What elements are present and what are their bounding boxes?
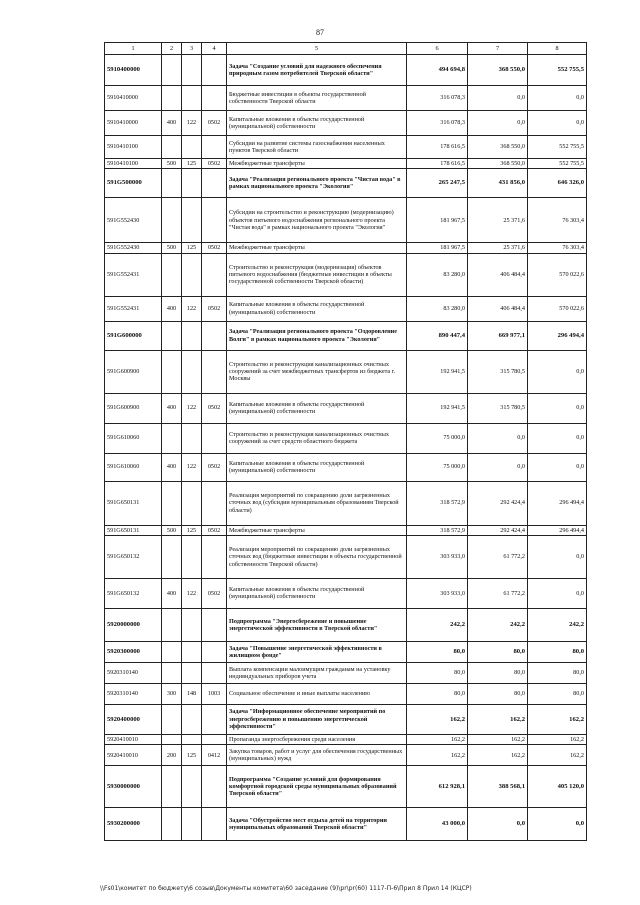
value-col8-cell: 162,2: [528, 745, 587, 766]
description-cell: Задача "Создание условий для надежного обеспечения природным газом потребителей Тверской области": [227, 55, 407, 86]
ved-cell: [162, 704, 182, 734]
ved-cell: [162, 321, 182, 350]
section-cell: 148: [182, 683, 202, 704]
value-col7-cell: 80,0: [468, 641, 528, 662]
value-col8-cell: 0,0: [528, 453, 587, 481]
type-cell: [202, 704, 227, 734]
section-cell: [182, 662, 202, 683]
section-cell: [182, 198, 202, 243]
ved-cell: [162, 136, 182, 159]
value-col6-cell: 181 967,5: [407, 198, 468, 243]
code-cell: 5920310140: [105, 683, 162, 704]
value-col6-cell: 303 933,0: [407, 535, 468, 578]
table-row: [105, 766, 587, 808]
description-cell: Субсидии на строительство и реконструкцию (модернизацию) объектов питьевого водоснабжения регионального проекта "Чистая вода" в рамках национального проекта "Экология": [227, 198, 407, 243]
table-row: [105, 393, 587, 423]
value-col7-cell: 368 550,0: [468, 159, 528, 169]
description-cell: Закупка товаров, работ и услуг для обеспечения государственных (муниципальных) нужд: [227, 745, 407, 766]
table-row: [105, 662, 587, 683]
value-col6-cell: 75 000,0: [407, 453, 468, 481]
type-cell: 1003: [202, 683, 227, 704]
ved-cell: [162, 808, 182, 841]
section-cell: 122: [182, 111, 202, 136]
table-row: [105, 253, 587, 296]
value-col7-cell: 431 856,0: [468, 169, 528, 198]
description-cell: Пропаганда энергосбережения среди населения: [227, 734, 407, 744]
code-cell: 591G610060: [105, 423, 162, 453]
value-col7-cell: 0,0: [468, 111, 528, 136]
code-cell: 591G552431: [105, 296, 162, 321]
value-col6-cell: 181 967,5: [407, 243, 468, 253]
value-col7-cell: 292 424,4: [468, 525, 528, 535]
ved-cell: 500: [162, 159, 182, 169]
value-col7-cell: 162,2: [468, 704, 528, 734]
column-header-6: 6: [407, 43, 468, 55]
column-header-2: 2: [162, 43, 182, 55]
description-cell: Подпрограмма "Создание условий для формирования комфортной городской среды муниципальных образований Тверской области": [227, 766, 407, 808]
value-col8-cell: 552 755,5: [528, 159, 587, 169]
value-col7-cell: 242,2: [468, 608, 528, 641]
value-col7-cell: 162,2: [468, 745, 528, 766]
ved-cell: [162, 198, 182, 243]
column-header-8: 8: [528, 43, 587, 55]
value-col8-cell: 0,0: [528, 808, 587, 841]
section-cell: [182, 641, 202, 662]
column-header-4: 4: [202, 43, 227, 55]
table-row: [105, 169, 587, 198]
value-col8-cell: 242,2: [528, 608, 587, 641]
description-cell: Задача "Реализация регионального проекта "Оздоровление Волги" в рамках национального проекта "Экология": [227, 321, 407, 350]
table-row: [105, 111, 587, 136]
table-row: [105, 481, 587, 525]
section-cell: 125: [182, 159, 202, 169]
section-cell: [182, 350, 202, 393]
value-col7-cell: 25 371,6: [468, 243, 528, 253]
code-cell: 5930000000: [105, 766, 162, 808]
section-cell: [182, 55, 202, 86]
code-cell: 591G600900: [105, 393, 162, 423]
value-col6-cell: 192 941,5: [407, 393, 468, 423]
description-cell: Строительство и реконструкция (модернизация) объектов питьевого водоснабжения (бюджетные инвестиции в объекты государственной собственности Тверской области): [227, 253, 407, 296]
table-row: [105, 525, 587, 535]
type-cell: [202, 321, 227, 350]
code-cell: 591G552431: [105, 253, 162, 296]
value-col8-cell: 76 303,4: [528, 243, 587, 253]
ved-cell: 400: [162, 393, 182, 423]
code-cell: 5910400000: [105, 55, 162, 86]
type-cell: [202, 808, 227, 841]
value-col6-cell: 612 928,1: [407, 766, 468, 808]
description-cell: Межбюджетные трансферты: [227, 159, 407, 169]
description-cell: Строительство и реконструкция канализационных очистных сооружений за счет межбюджетных трансфертов из бюджета г. Москвы: [227, 350, 407, 393]
table-row: [105, 808, 587, 841]
value-col7-cell: 315 780,5: [468, 393, 528, 423]
description-cell: Субсидии на развитие системы газоснабжения населенных пунктов Тверской области: [227, 136, 407, 159]
value-col7-cell: 0,0: [468, 423, 528, 453]
table-row: [105, 734, 587, 744]
type-cell: 0502: [202, 111, 227, 136]
value-col6-cell: 265 247,5: [407, 169, 468, 198]
value-col6-cell: 80,0: [407, 683, 468, 704]
value-col8-cell: 0,0: [528, 578, 587, 608]
code-cell: 5910410000: [105, 86, 162, 111]
type-cell: 0502: [202, 453, 227, 481]
code-cell: 5920410010: [105, 734, 162, 744]
value-col8-cell: 646 326,0: [528, 169, 587, 198]
ved-cell: [162, 55, 182, 86]
type-cell: [202, 350, 227, 393]
type-cell: 0502: [202, 578, 227, 608]
description-cell: Задача "Обустройство мест отдыха детей на территории муниципальных образований Тверской области": [227, 808, 407, 841]
section-cell: [182, 535, 202, 578]
value-col7-cell: 0,0: [468, 453, 528, 481]
value-col7-cell: 80,0: [468, 662, 528, 683]
table-row: [105, 136, 587, 159]
section-cell: 125: [182, 745, 202, 766]
value-col6-cell: 318 572,9: [407, 481, 468, 525]
description-cell: Капитальные вложения в объекты государственной (муниципальной) собственности: [227, 578, 407, 608]
section-cell: [182, 734, 202, 744]
section-cell: 122: [182, 296, 202, 321]
value-col8-cell: 80,0: [528, 662, 587, 683]
table-row: [105, 159, 587, 169]
value-col7-cell: 25 371,6: [468, 198, 528, 243]
code-cell: 591G552430: [105, 243, 162, 253]
value-col7-cell: 406 484,4: [468, 296, 528, 321]
ved-cell: 400: [162, 296, 182, 321]
description-cell: Капитальные вложения в объекты государственной (муниципальной) собственности: [227, 453, 407, 481]
code-cell: 5910410100: [105, 159, 162, 169]
description-cell: Подпрограмма "Энергосбережение и повышение энергетической эффективности в Тверской области": [227, 608, 407, 641]
type-cell: 0502: [202, 159, 227, 169]
value-col6-cell: 162,2: [407, 704, 468, 734]
value-col6-cell: 318 572,9: [407, 525, 468, 535]
ved-cell: 400: [162, 578, 182, 608]
value-col6-cell: 192 941,5: [407, 350, 468, 393]
value-col8-cell: 570 022,6: [528, 253, 587, 296]
description-cell: Капитальные вложения в объекты государственной (муниципальной) собственности: [227, 111, 407, 136]
value-col7-cell: 315 780,5: [468, 350, 528, 393]
code-cell: 5910410100: [105, 136, 162, 159]
section-cell: [182, 253, 202, 296]
ved-cell: [162, 535, 182, 578]
value-col7-cell: 292 424,4: [468, 481, 528, 525]
code-cell: 5930200000: [105, 808, 162, 841]
ved-cell: [162, 253, 182, 296]
section-cell: [182, 808, 202, 841]
table-row: [105, 423, 587, 453]
description-cell: Реализация мероприятий по сокращению доли загрязненных сточных вод (субсидии муниципальным образованиям Тверской области): [227, 481, 407, 525]
type-cell: [202, 86, 227, 111]
value-col8-cell: 162,2: [528, 734, 587, 744]
value-col7-cell: 61 772,2: [468, 535, 528, 578]
description-cell: Реализация мероприятий по сокращению доли загрязненных сточных вод (бюджетные инвестиции в объекты государственной собственности Тверской области): [227, 535, 407, 578]
value-col8-cell: 570 022,6: [528, 296, 587, 321]
table-row: [105, 86, 587, 111]
code-cell: 591G600900: [105, 350, 162, 393]
code-cell: 5920410010: [105, 745, 162, 766]
code-cell: 5910410000: [105, 111, 162, 136]
value-col6-cell: 890 447,4: [407, 321, 468, 350]
code-cell: 591G650131: [105, 481, 162, 525]
code-cell: 5920400000: [105, 704, 162, 734]
type-cell: [202, 253, 227, 296]
ved-cell: 400: [162, 453, 182, 481]
value-col8-cell: 552 755,5: [528, 136, 587, 159]
table-row: [105, 350, 587, 393]
file-path-footer: \\Fs01\комитет по бюджету\6 созыв\Документы комитета\60 заседание (9)\pr\pr(60) 1117-П-6\Прил 8 Прил 14 (КЦСР): [100, 885, 472, 892]
value-col7-cell: 406 484,4: [468, 253, 528, 296]
code-cell: 5920310140: [105, 662, 162, 683]
value-col6-cell: 178 616,5: [407, 136, 468, 159]
code-cell: 591G650132: [105, 578, 162, 608]
value-col8-cell: 76 303,4: [528, 198, 587, 243]
value-col8-cell: 0,0: [528, 393, 587, 423]
type-cell: [202, 169, 227, 198]
section-cell: [182, 321, 202, 350]
value-col6-cell: 178 616,5: [407, 159, 468, 169]
budget-table: [104, 42, 587, 841]
type-cell: [202, 198, 227, 243]
value-col6-cell: 83 280,0: [407, 253, 468, 296]
section-cell: [182, 86, 202, 111]
table-row: [105, 453, 587, 481]
section-cell: [182, 136, 202, 159]
type-cell: [202, 662, 227, 683]
type-cell: [202, 535, 227, 578]
ved-cell: [162, 350, 182, 393]
type-cell: [202, 423, 227, 453]
value-col8-cell: 0,0: [528, 86, 587, 111]
code-cell: 591G500000: [105, 169, 162, 198]
value-col6-cell: 494 694,8: [407, 55, 468, 86]
description-cell: Задача "Повышение энергетической эффективности в жилищном фонде": [227, 641, 407, 662]
ved-cell: [162, 766, 182, 808]
ved-cell: 200: [162, 745, 182, 766]
page-number: 87: [316, 28, 324, 37]
value-col6-cell: 162,2: [407, 745, 468, 766]
value-col8-cell: 552 755,5: [528, 55, 587, 86]
value-col6-cell: 83 280,0: [407, 296, 468, 321]
type-cell: [202, 766, 227, 808]
table-row: [105, 704, 587, 734]
table-row: [105, 641, 587, 662]
value-col8-cell: 0,0: [528, 350, 587, 393]
value-col6-cell: 316 078,3: [407, 86, 468, 111]
ved-cell: [162, 662, 182, 683]
type-cell: 0502: [202, 525, 227, 535]
table-row: [105, 198, 587, 243]
value-col6-cell: 316 078,3: [407, 111, 468, 136]
value-col8-cell: 80,0: [528, 683, 587, 704]
table-row: [105, 296, 587, 321]
value-col8-cell: 80,0: [528, 641, 587, 662]
value-col8-cell: 0,0: [528, 111, 587, 136]
section-cell: [182, 169, 202, 198]
type-cell: [202, 481, 227, 525]
code-cell: 591G600000: [105, 321, 162, 350]
section-cell: [182, 766, 202, 808]
section-cell: [182, 423, 202, 453]
code-cell: 591G610060: [105, 453, 162, 481]
column-header-1: 1: [105, 43, 162, 55]
value-col7-cell: 162,2: [468, 734, 528, 744]
value-col8-cell: 405 120,0: [528, 766, 587, 808]
description-cell: Капитальные вложения в объекты государственной (муниципальной) собственности: [227, 393, 407, 423]
ved-cell: [162, 641, 182, 662]
code-cell: 5920000000: [105, 608, 162, 641]
table-row: [105, 55, 587, 86]
value-col8-cell: 296 494,4: [528, 481, 587, 525]
description-cell: Задача "Реализация регионального проекта "Чистая вода" в рамках национального проекта "Экология": [227, 169, 407, 198]
column-header-3: 3: [182, 43, 202, 55]
code-cell: 591G650131: [105, 525, 162, 535]
ved-cell: [162, 169, 182, 198]
section-cell: 122: [182, 453, 202, 481]
ved-cell: 400: [162, 111, 182, 136]
type-cell: 0502: [202, 243, 227, 253]
section-cell: 125: [182, 243, 202, 253]
section-cell: [182, 608, 202, 641]
value-col7-cell: 0,0: [468, 86, 528, 111]
type-cell: [202, 734, 227, 744]
table-row: [105, 578, 587, 608]
description-cell: Социальное обеспечение и иные выплаты населению: [227, 683, 407, 704]
type-cell: [202, 55, 227, 86]
value-col6-cell: 75 000,0: [407, 423, 468, 453]
value-col6-cell: 43 000,0: [407, 808, 468, 841]
value-col6-cell: 303 933,0: [407, 578, 468, 608]
value-col6-cell: 80,0: [407, 662, 468, 683]
description-cell: Капитальные вложения в объекты государственной (муниципальной) собственности: [227, 296, 407, 321]
description-cell: Бюджетные инвестиции в объекты государственной собственности Тверской области: [227, 86, 407, 111]
value-col7-cell: 368 550,0: [468, 136, 528, 159]
table-row: [105, 683, 587, 704]
ved-cell: [162, 608, 182, 641]
code-cell: 591G552430: [105, 198, 162, 243]
section-cell: 122: [182, 393, 202, 423]
value-col6-cell: 242,2: [407, 608, 468, 641]
ved-cell: [162, 481, 182, 525]
description-cell: Межбюджетные трансферты: [227, 243, 407, 253]
section-cell: [182, 704, 202, 734]
column-header-7: 7: [468, 43, 528, 55]
table-row: [105, 321, 587, 350]
value-col8-cell: 0,0: [528, 423, 587, 453]
table-row: [105, 243, 587, 253]
ved-cell: [162, 423, 182, 453]
type-cell: [202, 608, 227, 641]
table-row: [105, 535, 587, 578]
ved-cell: [162, 86, 182, 111]
table-header-row: [105, 43, 587, 55]
table-row: [105, 608, 587, 641]
type-cell: 0502: [202, 393, 227, 423]
type-cell: 0502: [202, 296, 227, 321]
code-cell: 5920300000: [105, 641, 162, 662]
value-col8-cell: 0,0: [528, 535, 587, 578]
type-cell: 0412: [202, 745, 227, 766]
column-header-5: 5: [227, 43, 407, 55]
section-cell: 125: [182, 525, 202, 535]
value-col6-cell: 80,0: [407, 641, 468, 662]
value-col8-cell: 296 494,4: [528, 321, 587, 350]
description-cell: Задача "Информационное обеспечение мероприятий по энергосбережению и повышению энергетической эффективности": [227, 704, 407, 734]
description-cell: Выплата компенсации малоимущим гражданам на установку индивидуальных приборов учета: [227, 662, 407, 683]
ved-cell: 500: [162, 243, 182, 253]
code-cell: 591G650132: [105, 535, 162, 578]
section-cell: [182, 481, 202, 525]
value-col7-cell: 368 550,0: [468, 55, 528, 86]
value-col7-cell: 0,0: [468, 808, 528, 841]
value-col7-cell: 669 977,1: [468, 321, 528, 350]
value-col6-cell: 162,2: [407, 734, 468, 744]
description-cell: Межбюджетные трансферты: [227, 525, 407, 535]
value-col7-cell: 388 568,1: [468, 766, 528, 808]
value-col8-cell: 162,2: [528, 704, 587, 734]
ved-cell: [162, 734, 182, 744]
value-col8-cell: 296 494,4: [528, 525, 587, 535]
value-col7-cell: 80,0: [468, 683, 528, 704]
table-row: [105, 745, 587, 766]
ved-cell: 300: [162, 683, 182, 704]
description-cell: Строительство и реконструкция канализационных очистных сооружений за счет средств областного бюджета: [227, 423, 407, 453]
type-cell: [202, 641, 227, 662]
section-cell: 122: [182, 578, 202, 608]
type-cell: [202, 136, 227, 159]
value-col7-cell: 61 772,2: [468, 578, 528, 608]
ved-cell: 500: [162, 525, 182, 535]
